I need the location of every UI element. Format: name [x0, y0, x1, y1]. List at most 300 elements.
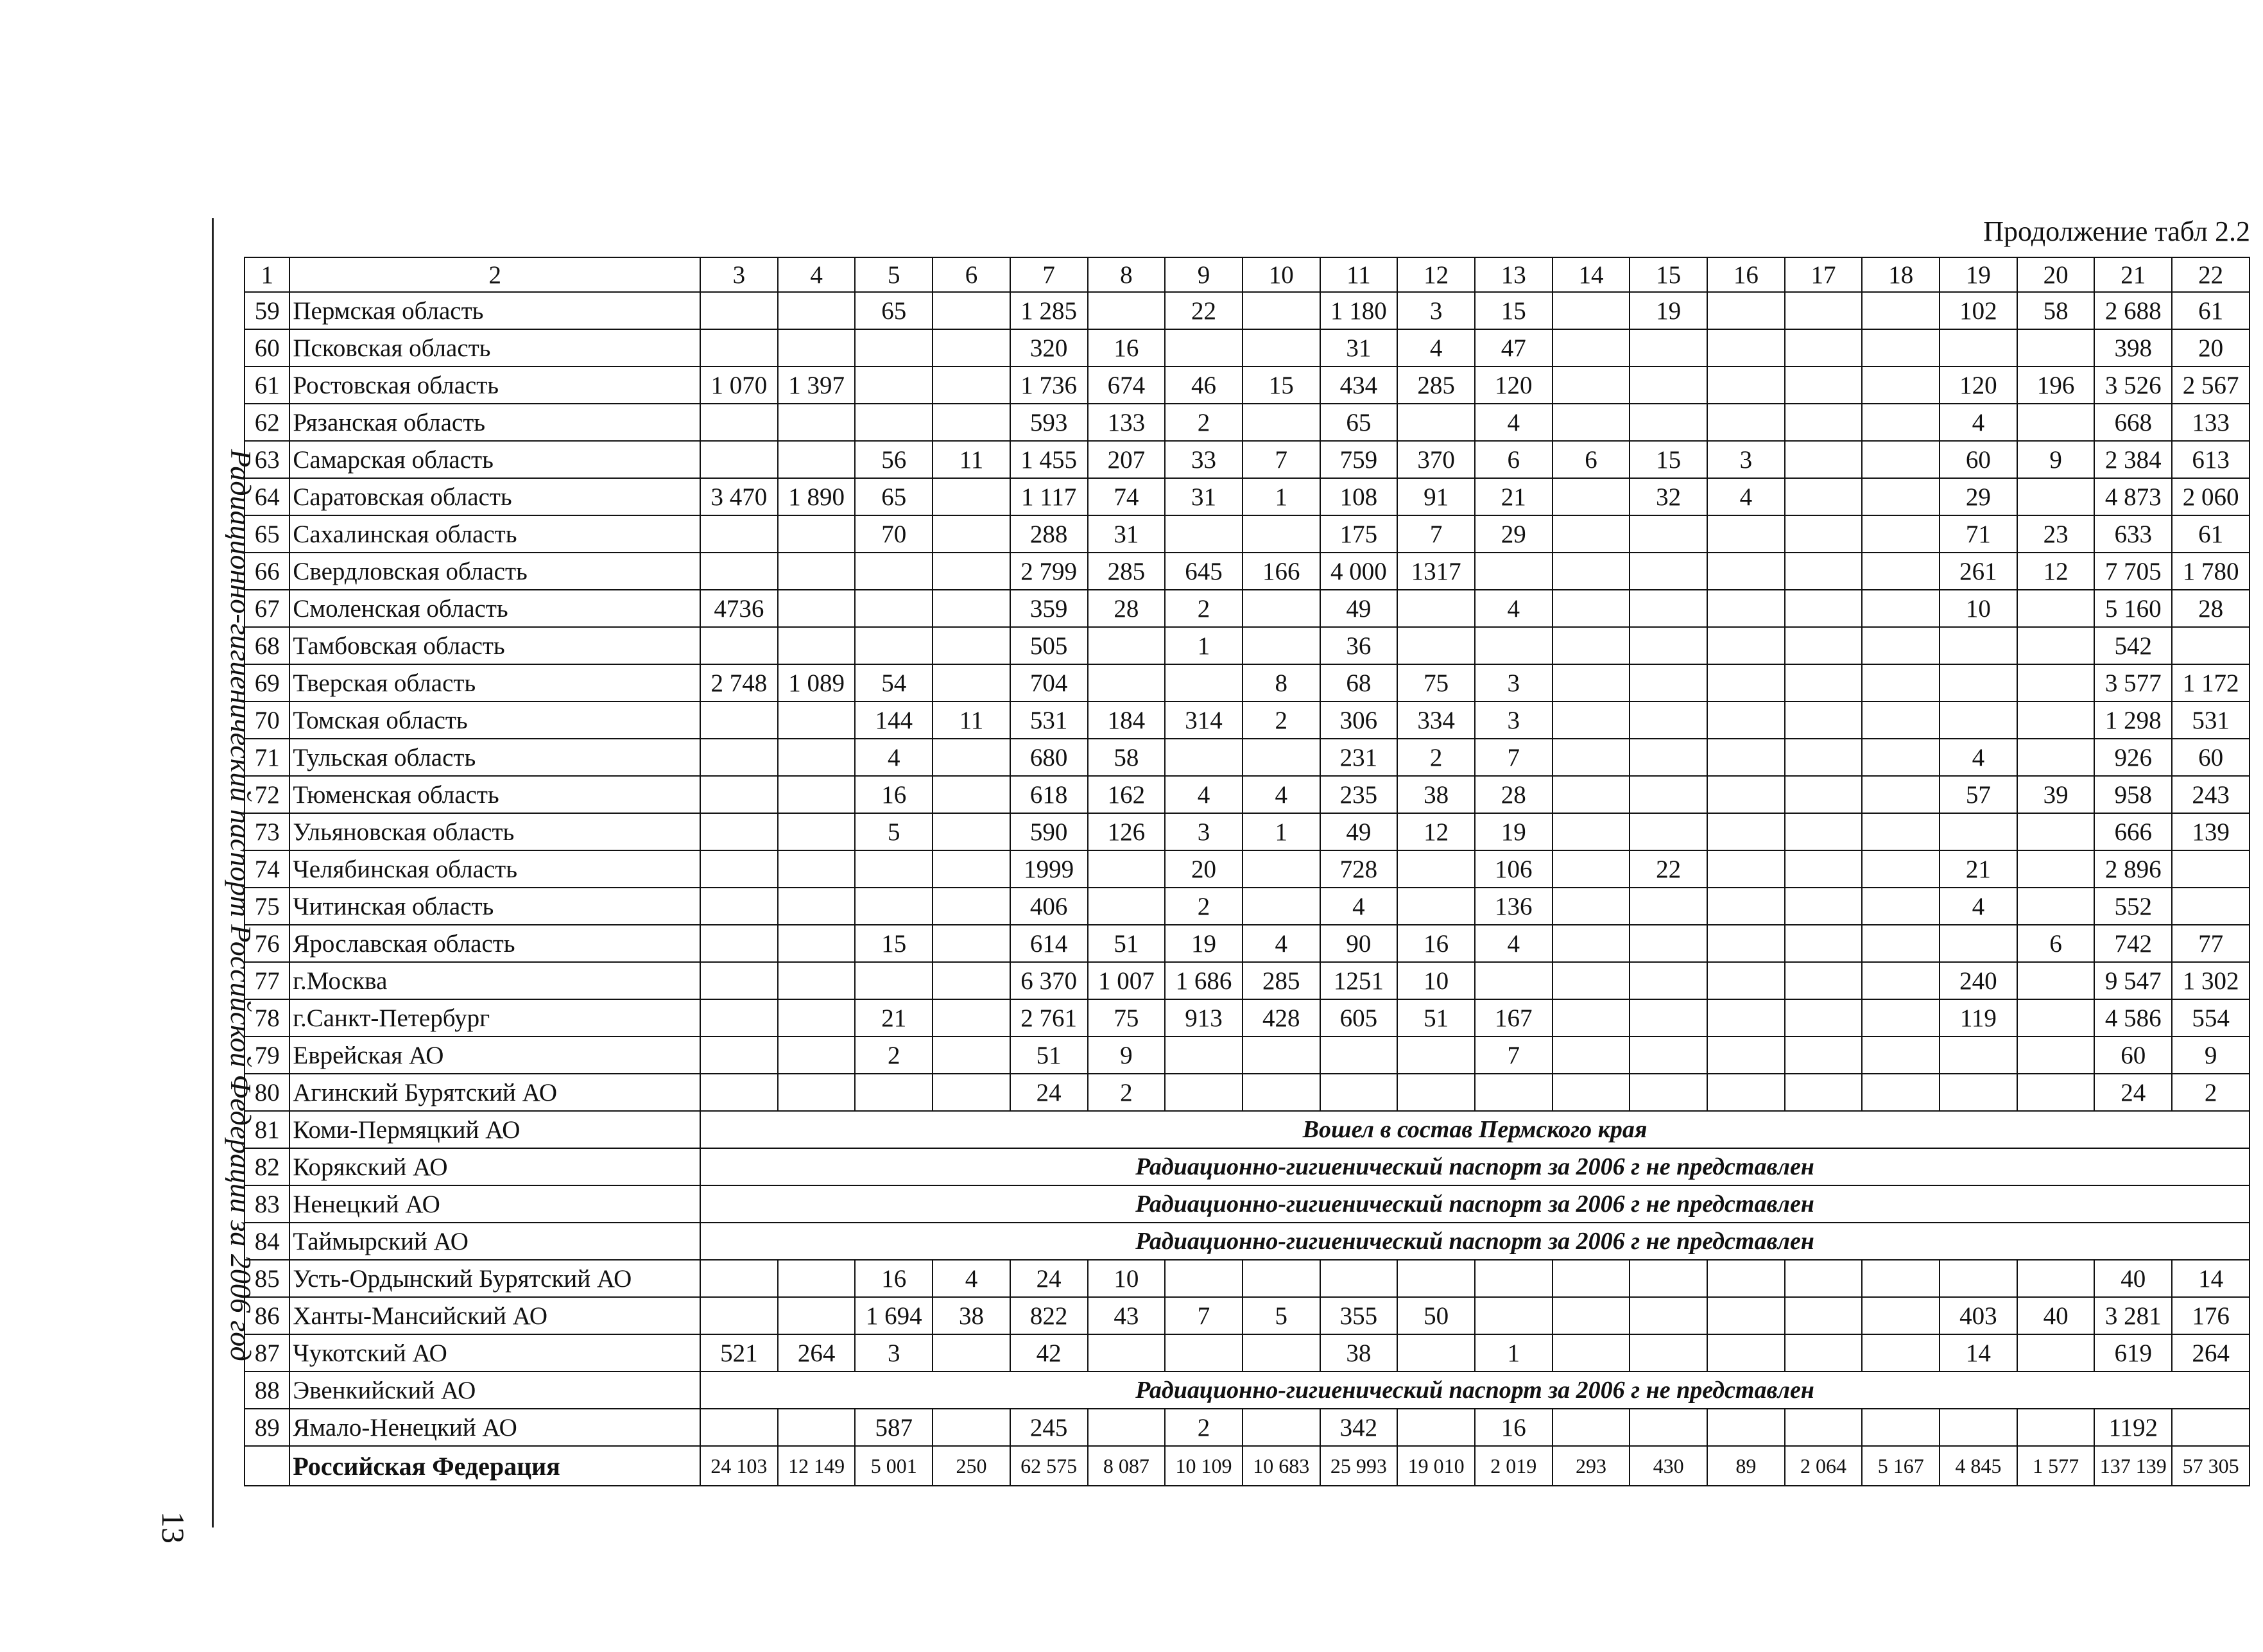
- table-cell: [1630, 1409, 1707, 1446]
- table-cell: [778, 813, 856, 850]
- table-cell: [1707, 962, 1785, 999]
- table-cell: 39: [2017, 776, 2095, 813]
- table-cell: 108: [1320, 478, 1398, 515]
- table-cell: 3 281: [2094, 1297, 2172, 1334]
- table-cell: [1785, 888, 1863, 925]
- table-cell: 633: [2094, 515, 2172, 553]
- table-cell: [933, 1334, 1010, 1372]
- table-cell: [2017, 590, 2095, 627]
- column-header: 6: [933, 257, 1010, 292]
- table-cell: 4: [1475, 404, 1553, 441]
- table-cell: [1553, 850, 1630, 888]
- table-cell: 434: [1320, 366, 1398, 404]
- table-cell: 3: [855, 1334, 933, 1372]
- table-cell: [1553, 739, 1630, 776]
- region-name: Ханты-Мансийский АО: [289, 1297, 700, 1334]
- table-cell: [1630, 776, 1707, 813]
- table-cell: [1088, 627, 1166, 664]
- region-name: Смоленская область: [289, 590, 700, 627]
- table-cell: 4: [1940, 888, 2017, 925]
- table-cell: [1707, 1260, 1785, 1297]
- table-cell: 91: [1397, 478, 1475, 515]
- table-cell: [1243, 292, 1320, 329]
- table-cell: 16: [855, 776, 933, 813]
- table-cell: 58: [1088, 739, 1166, 776]
- table-row: [245, 1334, 2250, 1372]
- table-cell: 1: [1243, 478, 1320, 515]
- table-row: [245, 404, 2250, 441]
- table-cell: 334: [1397, 701, 1475, 739]
- table-cell: 77: [2172, 925, 2250, 962]
- table-cell: [1862, 590, 1940, 627]
- table-cell: 31: [1320, 329, 1398, 366]
- table-cell: [1553, 1074, 1630, 1111]
- table-cell: 20: [1165, 850, 1243, 888]
- table-cell: 10: [1088, 1260, 1166, 1297]
- table-cell: 20: [2172, 329, 2250, 366]
- table-cell: 2: [1397, 739, 1475, 776]
- table-cell: 14: [1940, 1334, 2017, 1372]
- table-cell: [1243, 1334, 1320, 1372]
- total-cell: 137 139: [2094, 1446, 2172, 1486]
- table-cell: 61: [2172, 515, 2250, 553]
- table-cell: [1243, 329, 1320, 366]
- table-cell: 3: [1707, 441, 1785, 478]
- row-number: 63: [245, 441, 289, 478]
- table-cell: 2: [1165, 888, 1243, 925]
- table-row: [245, 553, 2250, 590]
- table-cell: [778, 776, 856, 813]
- table-cell: [1553, 664, 1630, 701]
- row-number: 81: [245, 1111, 289, 1148]
- table-cell: 958: [2094, 776, 2172, 813]
- table-cell: [1862, 478, 1940, 515]
- table-cell: [933, 1074, 1010, 1111]
- table-row: [245, 701, 2250, 739]
- table-cell: [700, 441, 778, 478]
- table-cell: [933, 553, 1010, 590]
- table-cell: [1707, 627, 1785, 664]
- table-cell: [933, 627, 1010, 664]
- table-cell: 3 577: [2094, 664, 2172, 701]
- table-cell: 674: [1088, 366, 1166, 404]
- table-cell: 24: [2094, 1074, 2172, 1111]
- table-cell: 587: [855, 1409, 933, 1446]
- table-cell: [1862, 1037, 1940, 1074]
- table-cell: 4: [1475, 590, 1553, 627]
- region-name: Читинская область: [289, 888, 700, 925]
- table-cell: [1940, 664, 2017, 701]
- table-cell: [1785, 1334, 1863, 1372]
- table-cell: 2: [2172, 1074, 2250, 1111]
- table-cell: [1940, 1409, 2017, 1446]
- table-row: [245, 925, 2250, 962]
- table-cell: 680: [1010, 739, 1088, 776]
- margin-rule: [212, 218, 214, 1527]
- total-cell: 25 993: [1320, 1446, 1398, 1486]
- table-cell: [1630, 664, 1707, 701]
- table-row: [245, 1260, 2250, 1297]
- table-cell: 40: [2094, 1260, 2172, 1297]
- table-cell: [2017, 739, 2095, 776]
- table-cell: [1397, 1409, 1475, 1446]
- table-cell: [700, 329, 778, 366]
- region-name: Усть-Ордынский Бурятский АО: [289, 1260, 700, 1297]
- table-cell: 4: [1475, 925, 1553, 962]
- table-cell: 759: [1320, 441, 1398, 478]
- table-cell: 207: [1088, 441, 1166, 478]
- table-cell: [1785, 999, 1863, 1037]
- table-cell: 136: [1475, 888, 1553, 925]
- region-name: Рязанская область: [289, 404, 700, 441]
- table-cell: 2 748: [700, 664, 778, 701]
- column-header: 7: [1010, 257, 1088, 292]
- region-name: Пермская область: [289, 292, 700, 329]
- table-cell: 1 070: [700, 366, 778, 404]
- region-name: Свердловская область: [289, 553, 700, 590]
- row-number: 77: [245, 962, 289, 999]
- table-cell: [2017, 664, 2095, 701]
- table-cell: [1785, 739, 1863, 776]
- table-cell: 120: [1940, 366, 2017, 404]
- table-cell: [700, 292, 778, 329]
- table-cell: [855, 404, 933, 441]
- table-cell: 742: [2094, 925, 2172, 962]
- table-cell: [1243, 1409, 1320, 1446]
- table-cell: [700, 850, 778, 888]
- table-cell: 60: [2094, 1037, 2172, 1074]
- table-cell: 38: [1397, 776, 1475, 813]
- table-cell: [1630, 813, 1707, 850]
- table-cell: [933, 590, 1010, 627]
- table-cell: [1165, 329, 1243, 366]
- table-cell: 50: [1397, 1297, 1475, 1334]
- table-cell: [1707, 701, 1785, 739]
- table-cell: [1707, 553, 1785, 590]
- table-cell: 106: [1475, 850, 1553, 888]
- table-cell: [1475, 1297, 1553, 1334]
- table-cell: 619: [2094, 1334, 2172, 1372]
- table-cell: [1553, 292, 1630, 329]
- column-header: 16: [1707, 257, 1785, 292]
- table-cell: 6 370: [1010, 962, 1088, 999]
- table-cell: [1785, 366, 1863, 404]
- table-cell: [1707, 739, 1785, 776]
- table-cell: 1192: [2094, 1409, 2172, 1446]
- table-cell: [1553, 999, 1630, 1037]
- table-cell: [1862, 292, 1940, 329]
- table-cell: 61: [2172, 292, 2250, 329]
- table-cell: [2017, 329, 2095, 366]
- table-cell: 552: [2094, 888, 2172, 925]
- table-cell: [1630, 366, 1707, 404]
- table-cell: 15: [1243, 366, 1320, 404]
- table-cell: [1707, 925, 1785, 962]
- table-cell: 542: [2094, 627, 2172, 664]
- table-cell: 12: [2017, 553, 2095, 590]
- table-cell: 16: [1475, 1409, 1553, 1446]
- table-cell: [1165, 1037, 1243, 1074]
- row-number: 75: [245, 888, 289, 925]
- table-cell: [1785, 404, 1863, 441]
- table-cell: 3: [1165, 813, 1243, 850]
- total-cell: 2 019: [1475, 1446, 1553, 1486]
- table-cell: [1862, 776, 1940, 813]
- table-cell: [1553, 590, 1630, 627]
- table-row: [245, 1148, 2250, 1185]
- table-cell: 1 302: [2172, 962, 2250, 999]
- region-name: Тамбовская область: [289, 627, 700, 664]
- table-cell: 51: [1088, 925, 1166, 962]
- row-note: Радиационно-гигиенический паспорт за 2006 г не представлен: [700, 1223, 2250, 1260]
- table-cell: [1785, 441, 1863, 478]
- table-cell: [1553, 366, 1630, 404]
- table-cell: 175: [1320, 515, 1398, 553]
- table-row: [245, 739, 2250, 776]
- region-name: Ямало-Ненецкий АО: [289, 1409, 700, 1446]
- table-cell: 24: [1010, 1260, 1088, 1297]
- table-cell: [1785, 515, 1863, 553]
- table-cell: [1243, 627, 1320, 664]
- table-cell: 28: [2172, 590, 2250, 627]
- table-cell: 264: [2172, 1334, 2250, 1372]
- table-row: [245, 1185, 2250, 1223]
- table-cell: 7: [1165, 1297, 1243, 1334]
- table-row: [245, 1223, 2250, 1260]
- row-number: 62: [245, 404, 289, 441]
- table-cell: [1785, 776, 1863, 813]
- side-title: Радиационно-гигиенический паспорт Российской Федерации за 2006 год: [225, 449, 257, 1361]
- table-cell: 31: [1088, 515, 1166, 553]
- table-cell: 1: [1475, 1334, 1553, 1372]
- table-cell: [1397, 888, 1475, 925]
- table-cell: 359: [1010, 590, 1088, 627]
- page-number: 13: [155, 1511, 191, 1544]
- table-cell: 3: [1397, 292, 1475, 329]
- region-name: г.Санкт-Петербург: [289, 999, 700, 1037]
- table-cell: 166: [1243, 553, 1320, 590]
- table-cell: [700, 701, 778, 739]
- table-cell: 23: [2017, 515, 2095, 553]
- column-header: 13: [1475, 257, 1553, 292]
- table-cell: 15: [1630, 441, 1707, 478]
- table-cell: [778, 627, 856, 664]
- table-cell: [2017, 1260, 2095, 1297]
- table-cell: [1630, 999, 1707, 1037]
- table-cell: 40: [2017, 1297, 2095, 1334]
- table-cell: [1785, 664, 1863, 701]
- table-cell: [1940, 329, 2017, 366]
- table-cell: [778, 515, 856, 553]
- table-cell: [1630, 329, 1707, 366]
- table-cell: [1553, 627, 1630, 664]
- region-name: Еврейская АО: [289, 1037, 700, 1074]
- table-cell: [855, 962, 933, 999]
- table-cell: 668: [2094, 404, 2172, 441]
- table-cell: [1940, 701, 2017, 739]
- table-cell: 21: [1475, 478, 1553, 515]
- table-cell: 261: [1940, 553, 2017, 590]
- table-cell: [1862, 329, 1940, 366]
- table-cell: 605: [1320, 999, 1398, 1037]
- total-cell: 5 167: [1862, 1446, 1940, 1486]
- table-cell: [1707, 999, 1785, 1037]
- table-cell: [933, 813, 1010, 850]
- table-cell: 11: [933, 441, 1010, 478]
- table-cell: 57: [1940, 776, 2017, 813]
- table-cell: [1088, 664, 1166, 701]
- table-cell: 15: [855, 925, 933, 962]
- table-cell: [1243, 515, 1320, 553]
- table-cell: [700, 1260, 778, 1297]
- total-cell: 1 577: [2017, 1446, 2095, 1486]
- table-cell: [700, 515, 778, 553]
- total-cell: 12 149: [778, 1446, 856, 1486]
- table-cell: [778, 999, 856, 1037]
- table-cell: 235: [1320, 776, 1398, 813]
- table-cell: [1630, 739, 1707, 776]
- table-cell: [1862, 553, 1940, 590]
- region-name: Коми-Пермяцкий АО: [289, 1111, 700, 1148]
- table-cell: 243: [2172, 776, 2250, 813]
- region-name: Ярославская область: [289, 925, 700, 962]
- table-cell: 22: [1165, 292, 1243, 329]
- table-cell: [700, 776, 778, 813]
- region-name: Эвенкийский АО: [289, 1372, 700, 1409]
- table-cell: [933, 292, 1010, 329]
- table-cell: [778, 292, 856, 329]
- row-number: 66: [245, 553, 289, 590]
- table-cell: 12: [1397, 813, 1475, 850]
- table-caption: Продолжение табл 2.2: [1983, 216, 2250, 247]
- table-cell: 3 470: [700, 478, 778, 515]
- table-cell: 4: [933, 1260, 1010, 1297]
- table-cell: [1862, 888, 1940, 925]
- table-cell: [1707, 404, 1785, 441]
- column-header: 9: [1165, 257, 1243, 292]
- table-cell: [778, 1074, 856, 1111]
- table-cell: 29: [1475, 515, 1553, 553]
- total-cell: 62 575: [1010, 1446, 1088, 1486]
- table-cell: 68: [1320, 664, 1398, 701]
- table-cell: 71: [1940, 515, 2017, 553]
- table-cell: [1862, 366, 1940, 404]
- table-cell: [1553, 701, 1630, 739]
- table-cell: [2017, 962, 2095, 999]
- table-cell: 9: [2017, 441, 2095, 478]
- row-number: 80: [245, 1074, 289, 1111]
- table-cell: [1475, 553, 1553, 590]
- row-number: 78: [245, 999, 289, 1037]
- table-cell: 119: [1940, 999, 2017, 1037]
- column-header: 3: [700, 257, 778, 292]
- total-cell: 250: [933, 1446, 1010, 1486]
- table-cell: 43: [1088, 1297, 1166, 1334]
- table-cell: [1553, 1409, 1630, 1446]
- table-cell: [1862, 701, 1940, 739]
- table-cell: [855, 553, 933, 590]
- table-cell: 65: [1320, 404, 1398, 441]
- table-cell: [2017, 701, 2095, 739]
- table-cell: [1553, 962, 1630, 999]
- table-cell: [1707, 329, 1785, 366]
- table-cell: 10: [1397, 962, 1475, 999]
- table-cell: 51: [1397, 999, 1475, 1037]
- table-cell: 19: [1630, 292, 1707, 329]
- row-note: Радиационно-гигиенический паспорт за 2006 г не представлен: [700, 1148, 2250, 1185]
- table-cell: 15: [1475, 292, 1553, 329]
- table-cell: 176: [2172, 1297, 2250, 1334]
- table-cell: 926: [2094, 739, 2172, 776]
- table-row: [245, 1111, 2250, 1148]
- table-cell: 184: [1088, 701, 1166, 739]
- table-row: [245, 441, 2250, 478]
- table-cell: [1320, 1260, 1398, 1297]
- table-cell: 342: [1320, 1409, 1398, 1446]
- table-cell: [1785, 813, 1863, 850]
- table-cell: 38: [933, 1297, 1010, 1334]
- table-cell: 2: [855, 1037, 933, 1074]
- region-name: Таймырский АО: [289, 1223, 700, 1260]
- table-cell: [1397, 1334, 1475, 1372]
- table-cell: [855, 850, 933, 888]
- table-row: [245, 664, 2250, 701]
- table-cell: [1630, 701, 1707, 739]
- table-cell: 46: [1165, 366, 1243, 404]
- row-note: Радиационно-гигиенический паспорт за 2006 г не представлен: [700, 1372, 2250, 1409]
- table-cell: 2 567: [2172, 366, 2250, 404]
- table-row: [245, 813, 2250, 850]
- table-cell: 531: [2172, 701, 2250, 739]
- table-cell: [1165, 664, 1243, 701]
- table-cell: [700, 1409, 778, 1446]
- table-cell: [1630, 1260, 1707, 1297]
- table-cell: 36: [1320, 627, 1398, 664]
- table-cell: [1320, 1074, 1398, 1111]
- table-cell: 4 873: [2094, 478, 2172, 515]
- table-cell: 666: [2094, 813, 2172, 850]
- table-cell: [1088, 1409, 1166, 1446]
- column-header: 5: [855, 257, 933, 292]
- table-cell: [2017, 813, 2095, 850]
- table-cell: [855, 1074, 933, 1111]
- table-cell: [778, 1260, 856, 1297]
- table-cell: [1940, 627, 2017, 664]
- table-cell: [1397, 1260, 1475, 1297]
- region-name: Агинский Бурятский АО: [289, 1074, 700, 1111]
- table-cell: [1862, 962, 1940, 999]
- total-cell: 4 845: [1940, 1446, 2017, 1486]
- row-number: 76: [245, 925, 289, 962]
- table-cell: [2017, 999, 2095, 1037]
- table-row: [245, 850, 2250, 888]
- region-name: Самарская область: [289, 441, 700, 478]
- row-number: 59: [245, 292, 289, 329]
- table-cell: [1862, 813, 1940, 850]
- row-number: 82: [245, 1148, 289, 1185]
- table-cell: 398: [2094, 329, 2172, 366]
- table-cell: 120: [1475, 366, 1553, 404]
- table-cell: 1 089: [778, 664, 856, 701]
- table-cell: 2: [1165, 590, 1243, 627]
- table-cell: [1088, 888, 1166, 925]
- table-cell: 2 761: [1010, 999, 1088, 1037]
- table-cell: [1940, 1260, 2017, 1297]
- table-cell: 4: [1320, 888, 1398, 925]
- row-number: 69: [245, 664, 289, 701]
- table-cell: [700, 739, 778, 776]
- region-name: г.Москва: [289, 962, 700, 999]
